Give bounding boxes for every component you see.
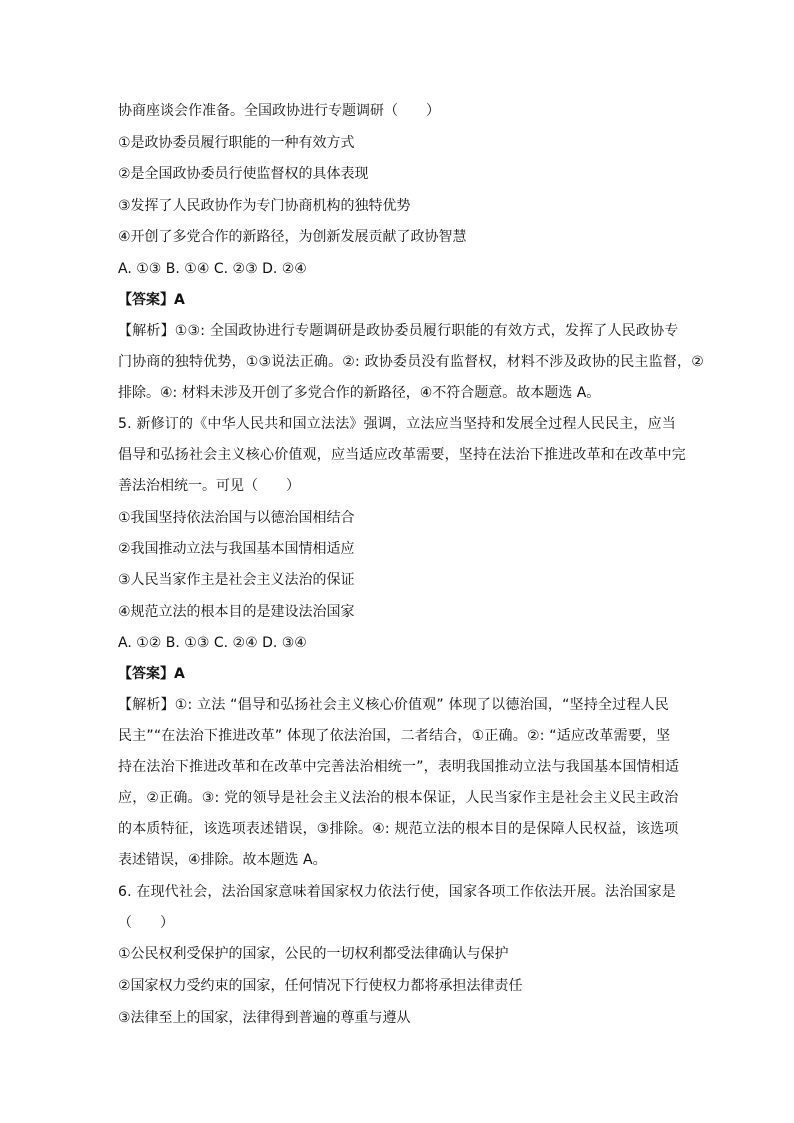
q5-stem-line-1: 5. 新修订的《中华人民共和国立法法》强调，立法应当坚持和发展全过程人民民主，应当 [118, 416, 677, 432]
q4-choices: A. ①③ B. ①④ C. ②③ D. ②④ [118, 261, 307, 277]
q4-option-1: ①是政协委员履行职能的一种有效方式 [118, 135, 355, 151]
q6-option-2: ②国家权力受约束的国家，任何情况下行使权力都将承担法律责任 [118, 978, 523, 994]
q6-option-1: ①公民权利受保护的国家，公民的一切权利都受法律确认与保护 [118, 946, 509, 962]
q4-option-3: ③发挥了人民政协作为专门协商机构的独特优势 [118, 198, 411, 214]
q4-analysis-line-3: 排除。④: 材料未涉及开创了多党合作的新路径，④不符合题意。故本题选 A。 [118, 385, 601, 401]
q5-analysis-line-4: 应，②正确。③: 党的领导是社会主义法治的根本保证，人民当家作主是社会主义民主政治 [118, 790, 679, 806]
q5-option-1: ①我国坚持依法治国与以德治国相结合 [118, 510, 355, 526]
q4-analysis-line-2: 门协商的独特优势，①③说法正确。②: 政协委员没有监督权，材料不涉及政协的民主监督，② [118, 354, 704, 370]
q6-option-3: ③法律至上的国家，法律得到普遍的尊重与遵从 [118, 1010, 411, 1026]
q4-answer: 【答案】A [118, 292, 185, 308]
q5-analysis-line-3: 持在法治下推进改革和在改革中完善法治相统一”，表明我国推动立法与我国基本国情相适 [118, 759, 680, 775]
q5-stem-line-2: 倡导和弘扬社会主义核心价值观，应当适应改革需要，坚持在法治下推进改革和在改革中完 [118, 447, 686, 463]
q6-stem-line-2: （ ） [118, 915, 174, 931]
q5-analysis-line-2: 民主”“在法治下推进改革” 体现了依法治国，二者结合，①正确。②: “适应改革需要，坚 [118, 728, 671, 744]
q5-choices: A. ①② B. ①③ C. ②④ D. ③④ [118, 635, 307, 651]
q5-analysis-line-6: 表述错误，④排除。故本题选 A。 [118, 852, 327, 868]
q4-option-4: ④开创了多党合作的新路径，为创新发展贡献了政协智慧 [118, 229, 467, 245]
q5-answer: 【答案】A [118, 666, 185, 682]
q4-analysis-line-1: 【解析】①③: 全国政协进行专题调研是政协委员履行职能的有效方式，发挥了人民政协专 [118, 323, 679, 339]
q4-stem-tail: 协商座谈会作准备。全国政协进行专题调研（ ） [118, 103, 440, 119]
q5-stem-line-3: 善法治相统一。可见（ ） [118, 478, 300, 494]
q5-option-3: ③人民当家作主是社会主义法治的保证 [118, 572, 355, 588]
q4-option-2: ②是全国政协委员行使监督权的具体表现 [118, 166, 369, 182]
q6-stem-line-1: 6. 在现代社会，法治国家意味着国家权力依法行使，国家各项工作依法开展。法治国家是 [118, 884, 677, 900]
q5-option-2: ②我国推动立法与我国基本国情相适应 [118, 541, 355, 557]
q5-option-4: ④规范立法的根本目的是建设法治国家 [118, 604, 355, 620]
q5-analysis-line-5: 的本质特征，该选项表述错误，③排除。④: 规范立法的根本目的是保障人民权益，该选项 [118, 821, 679, 837]
q5-analysis-line-1: 【解析】①: 立法 “倡导和弘扬社会主义核心价值观” 体现了以德治国，“坚持全过程人民 [118, 697, 669, 713]
